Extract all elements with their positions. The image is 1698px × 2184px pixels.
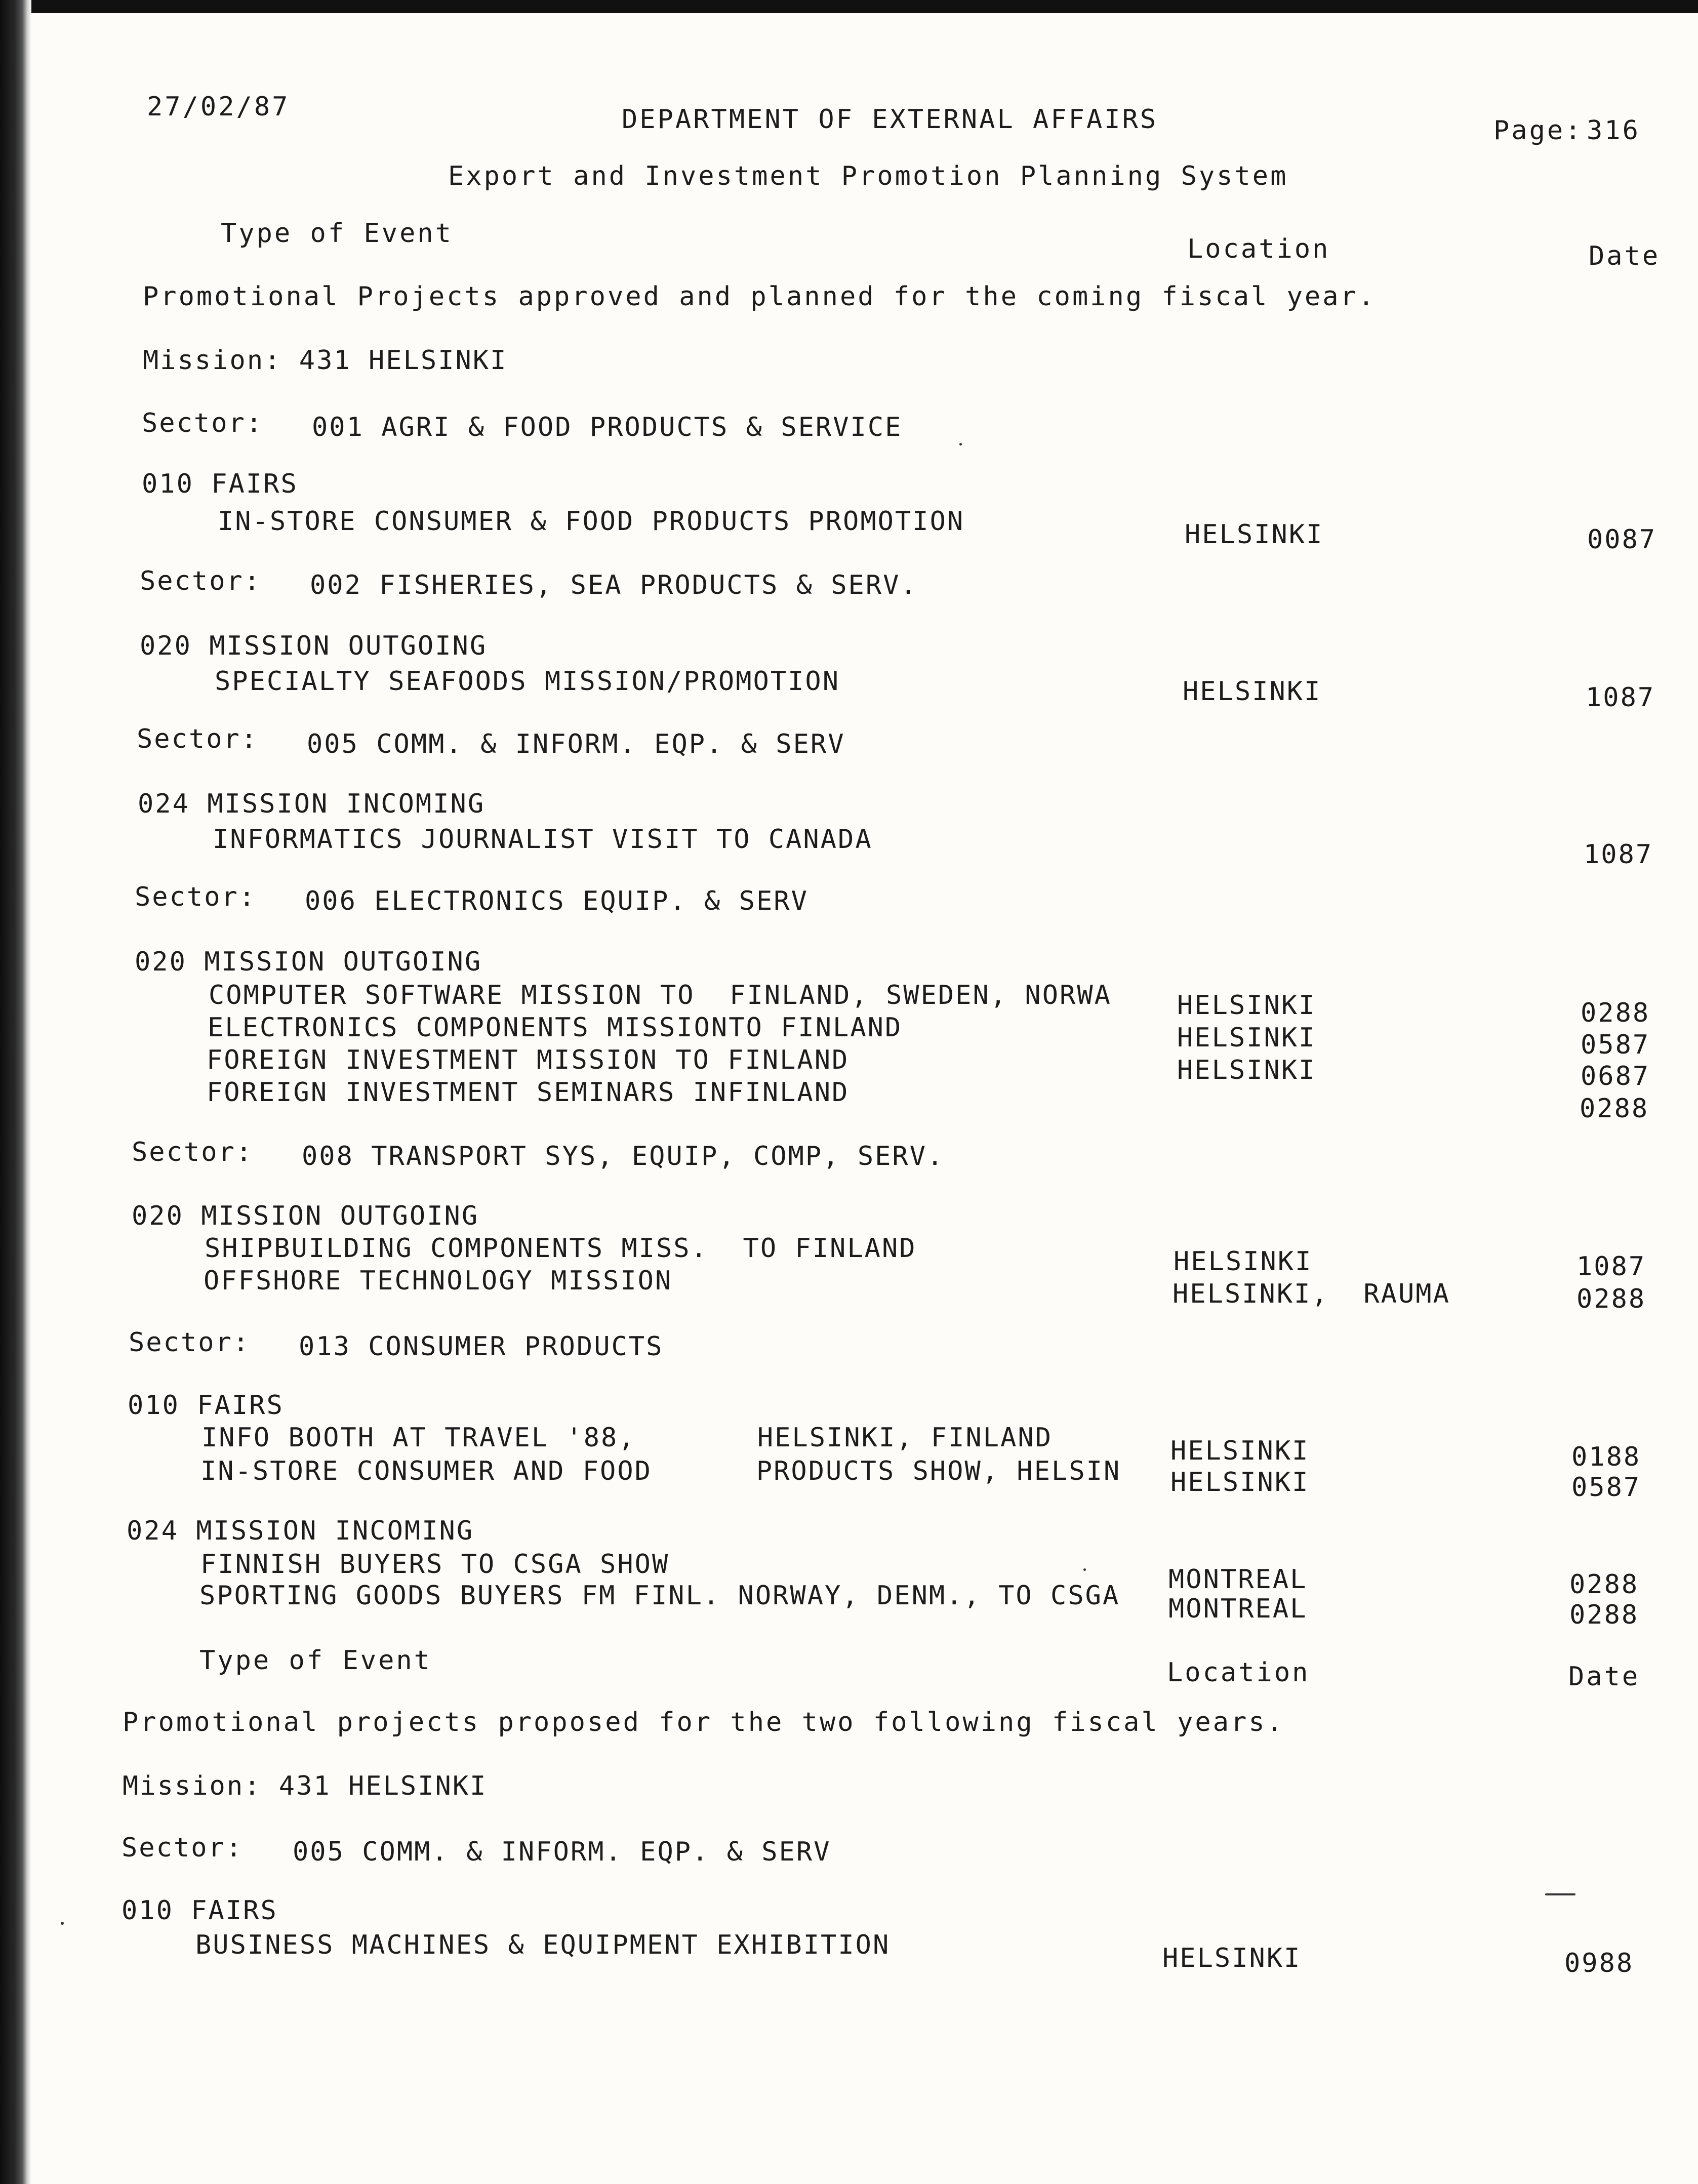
event-title: INFO BOOTH AT TRAVEL '88, HELSINKI, FINLAND [201,1423,1053,1453]
event-date: 0288 [1569,1569,1639,1600]
event-location: HELSINKI [1162,1943,1302,1973]
event-location: MONTREAL [1168,1564,1308,1595]
event-type: 010 FAIRS [142,469,298,499]
event-location: HELSINKI [1170,1467,1310,1498]
mission-heading: Mission: 431 HELSINKI [143,345,508,376]
column-header-date: Date [1568,1662,1640,1692]
event-date: 0587 [1581,1030,1650,1060]
event-title: SHIPBUILDING COMPONENTS MISS. TO FINLAND [205,1233,917,1264]
scan-binding-edge [0,0,31,2184]
scan-speck [1083,1568,1086,1571]
sector-name: 013 CONSUMER PRODUCTS [299,1331,664,1362]
event-location: HELSINKI, RAUMA [1173,1279,1450,1309]
event-date: 0087 [1587,524,1657,555]
event-date: 0587 [1571,1472,1641,1503]
event-date: 1087 [1576,1251,1646,1282]
event-location: HELSINKI [1183,676,1322,707]
event-date: 0687 [1581,1061,1650,1091]
event-type: 024 MISSION INCOMING [138,789,486,819]
column-header-location: Location [1167,1657,1310,1688]
scan-speck [1545,1893,1575,1895]
event-type: 024 MISSION INCOMING [127,1516,474,1546]
event-date: 0288 [1576,1284,1646,1314]
scan-top-edge [0,0,1698,13]
column-header-type: Type of Event [199,1645,432,1676]
mission-heading: Mission: 431 HELSINKI [123,1771,488,1801]
sector-name: 002 FISHERIES, SEA PRODUCTS & SERV. [310,570,918,600]
scan-speck [959,443,962,446]
sector-label: Sector: [137,724,259,754]
event-type: 010 FAIRS [128,1390,284,1421]
event-title: FINNISH BUYERS TO CSGA SHOW [200,1549,670,1580]
sector-label: Sector: [140,566,262,596]
sector-name: 006 ELECTRONICS EQUIP. & SERV [305,886,808,916]
section-intro: Promotional Projects approved and planned for the coming fiscal year. [143,281,1377,312]
event-title: SPECIALTY SEAFOODS MISSION/PROMOTION [215,666,840,697]
event-location: HELSINKI [1177,1023,1316,1053]
event-title: SPORTING GOODS BUYERS FM FINL. NORWAY, DENM., TO CSGA [199,1581,1120,1611]
event-title: ELECTRONICS COMPONENTS MISSIONTO FINLAND [208,1013,903,1043]
event-type: 010 FAIRS [122,1895,278,1926]
sector-name: 001 AGRI & FOOD PRODUCTS & SERVICE [312,412,903,442]
event-location: HELSINKI [1185,519,1324,550]
event-location: HELSINKI [1177,1055,1316,1085]
event-type: 020 MISSION OUTGOING [135,947,482,977]
event-title: IN-STORE CONSUMER AND FOOD PRODUCTS SHOW, HELSIN [200,1456,1121,1486]
event-title: FOREIGN INVESTMENT MISSION TO FINLAND [207,1045,850,1075]
event-location: HELSINKI [1177,990,1316,1021]
event-title: INFORMATICS JOURNALIST VISIT TO CANADA [213,824,873,855]
page-label: Page: [1493,115,1583,146]
event-date: 0288 [1580,1094,1649,1124]
event-location: HELSINKI [1174,1246,1313,1277]
sector-label: Sector: [135,882,257,912]
event-title: COMPUTER SOFTWARE MISSION TO FINLAND, SWEDEN, NORWA [209,980,1112,1010]
event-type: 020 MISSION OUTGOING [132,1201,479,1231]
column-header-location: Location [1187,234,1330,264]
event-date: 0988 [1564,1948,1634,1978]
event-title: BUSINESS MACHINES & EQUIPMENT EXHIBITION [195,1930,891,1960]
section-intro: Promotional projects proposed for the two following fiscal years. [123,1707,1284,1737]
column-header-date: Date [1589,241,1661,271]
event-date: 1087 [1584,839,1653,870]
event-location: HELSINKI [1170,1436,1310,1466]
event-location: MONTREAL [1168,1594,1308,1624]
sector-label: Sector: [122,1833,244,1863]
sector-label: Sector: [129,1327,251,1358]
column-header-type: Type of Event [221,218,453,249]
event-title: OFFSHORE TECHNOLOGY MISSION [204,1266,673,1296]
sector-label: Sector: [132,1137,254,1167]
department-title: DEPARTMENT OF EXTERNAL AFFAIRS [622,104,1158,135]
event-date: 0288 [1581,998,1650,1028]
event-type: 020 MISSION OUTGOING [140,631,488,661]
sector-label: Sector: [142,408,264,438]
event-title: FOREIGN INVESTMENT SEMINARS INFINLAND [207,1077,850,1108]
page-number: 316 [1587,115,1640,146]
sector-name: 008 TRANSPORT SYS, EQUIP, COMP, SERV. [302,1141,945,1171]
sector-name: 005 COMM. & INFORM. EQP. & SERV [307,729,845,759]
event-date: 0288 [1569,1600,1639,1630]
scan-speck [61,1922,64,1925]
sector-name: 005 COMM. & INFORM. EQP. & SERV [293,1837,831,1867]
report-date: 27/02/87 [147,92,290,122]
event-title: IN-STORE CONSUMER & FOOD PRODUCTS PROMOTION [218,506,965,537]
event-date: 1087 [1586,682,1655,713]
system-title: Export and Investment Promotion Planning System [448,161,1288,191]
event-date: 0188 [1571,1442,1641,1472]
